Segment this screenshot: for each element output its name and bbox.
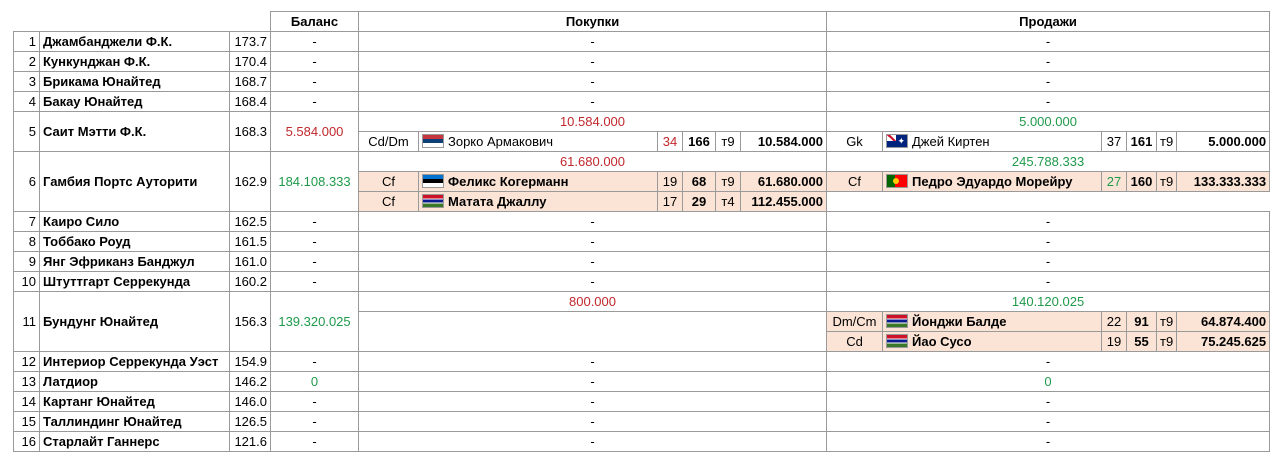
rank-cell: 6 (14, 152, 40, 212)
purchases-cell: - (359, 32, 827, 52)
player-name-cell (883, 332, 1102, 352)
team-rating: 168.3 (230, 112, 271, 152)
team-name: Старлайт Ганнерс (40, 432, 230, 452)
player-position: Gk (827, 132, 883, 152)
purchases-total: 800.000 (359, 292, 827, 312)
portugal-flag (886, 174, 908, 188)
purchases-cell: - (359, 52, 827, 72)
team-name: Кункунджан Ф.К. (40, 52, 230, 72)
purchases-cell: - (359, 272, 827, 292)
sales-cell: - (827, 432, 1270, 452)
balance-cell: 184.108.333 (271, 152, 359, 212)
player-rating: 161 (1127, 132, 1157, 152)
table-row (14, 92, 1270, 112)
sales-cell: - (827, 72, 1270, 92)
team-rating: 146.0 (230, 392, 271, 412)
team-rating: 121.6 (230, 432, 271, 452)
rank-cell: 7 (14, 212, 40, 232)
sales-cell: - (827, 412, 1270, 432)
team-name: Брикама Юнайтед (40, 72, 230, 92)
player-position: Cf (359, 192, 419, 212)
player-age: 17 (658, 192, 683, 212)
balance-cell: - (271, 72, 359, 92)
rank-cell: 2 (14, 52, 40, 72)
team-rating: 162.5 (230, 212, 271, 232)
rank-cell: 14 (14, 392, 40, 412)
rank-cell: 16 (14, 432, 40, 452)
purchases-cell: - (359, 432, 827, 452)
purchases-cell: - (359, 412, 827, 432)
player-price: 61.680.000 (741, 172, 827, 192)
rank-cell: 15 (14, 412, 40, 432)
team-rating: 146.2 (230, 372, 271, 392)
team-name: Картанг Юнайтед (40, 392, 230, 412)
sales-total: 140.120.025 (827, 292, 1270, 312)
player-price: 133.333.333 (1177, 172, 1270, 192)
player-contract: т9 (1157, 312, 1177, 332)
player-name-cell (419, 132, 658, 152)
player-age: 22 (1102, 312, 1127, 332)
player-contract: т9 (1157, 332, 1177, 352)
table-row (14, 412, 1270, 432)
player-contract: т9 (1157, 132, 1177, 152)
player-position: Cd (827, 332, 883, 352)
purchases-total: 10.584.000 (359, 112, 827, 132)
sales-cell: - (827, 92, 1270, 112)
team-name: Интериор Серрекунда Уэст (40, 352, 230, 372)
rank-cell: 5 (14, 112, 40, 152)
transfer-table (13, 11, 1270, 452)
purchases-cell: - (359, 212, 827, 232)
team-name: Каиро Сило (40, 212, 230, 232)
player-name-cell (419, 192, 658, 212)
player-rating: 91 (1127, 312, 1157, 332)
gambia-flag (886, 314, 908, 328)
balance-cell: - (271, 32, 359, 52)
balance-cell: - (271, 92, 359, 112)
player-position: Cd/Dm (359, 132, 419, 152)
balance-cell: - (271, 272, 359, 292)
player-name-cell (883, 132, 1102, 152)
player-name: Джей Киртен (912, 134, 990, 149)
purchases-cell: - (359, 72, 827, 92)
player-name: Зорко Армакович (448, 134, 554, 149)
sales-cell: 0 (827, 372, 1270, 392)
table-row (14, 112, 1270, 132)
player-name: Йао Сусо (912, 334, 972, 349)
table-row (14, 252, 1270, 272)
rank-cell: 4 (14, 92, 40, 112)
team-rating: 156.3 (230, 292, 271, 352)
sales-cell: - (827, 352, 1270, 372)
balance-cell: 139.320.025 (271, 292, 359, 352)
table-row (14, 72, 1270, 92)
header-row (14, 12, 1270, 32)
table-row (14, 232, 1270, 252)
table-row (14, 212, 1270, 232)
team-rating: 161.0 (230, 252, 271, 272)
team-name: Штуттгарт Серрекунда (40, 272, 230, 292)
team-rating: 126.5 (230, 412, 271, 432)
player-rating: 68 (683, 172, 716, 192)
player-name: Феликс Когерманн (448, 174, 569, 189)
purchases-cell: - (359, 352, 827, 372)
team-name: Джамбанджели Ф.К. (40, 32, 230, 52)
table-row (14, 352, 1270, 372)
purchases-cell: - (359, 232, 827, 252)
team-rating: 168.7 (230, 72, 271, 92)
player-age: 19 (658, 172, 683, 192)
team-name: Янг Эфриканз Банджул (40, 252, 230, 272)
player-position: Cf (827, 172, 883, 192)
player-rating: 55 (1127, 332, 1157, 352)
balance-cell: - (271, 352, 359, 372)
australia-flag (886, 134, 908, 148)
rank-cell: 13 (14, 372, 40, 392)
purchases-cell: - (359, 252, 827, 272)
player-age: 34 (658, 132, 683, 152)
sales-cell: - (827, 392, 1270, 412)
balance-cell: - (271, 212, 359, 232)
table-row (14, 52, 1270, 72)
rank-cell: 9 (14, 252, 40, 272)
team-rating: 173.7 (230, 32, 271, 52)
balance-cell: - (271, 412, 359, 432)
rank-cell: 10 (14, 272, 40, 292)
balance-cell: - (271, 252, 359, 272)
serbia-flag (422, 134, 444, 148)
player-contract: т4 (716, 192, 741, 212)
purchases-cell: - (359, 372, 827, 392)
player-name-cell (883, 172, 1102, 192)
table-row (14, 152, 1270, 172)
player-rating: 166 (683, 132, 716, 152)
team-name: Латдиор (40, 372, 230, 392)
rank-cell: 11 (14, 292, 40, 352)
team-name: Таллиндинг Юнайтед (40, 412, 230, 432)
sales-total: 245.788.333 (827, 152, 1270, 172)
player-price: 5.000.000 (1177, 132, 1270, 152)
player-name-cell (419, 172, 658, 192)
sales-total: 5.000.000 (827, 112, 1270, 132)
rank-cell: 1 (14, 32, 40, 52)
team-name: Саит Мэтти Ф.К. (40, 112, 230, 152)
team-name: Бундунг Юнайтед (40, 292, 230, 352)
player-age: 19 (1102, 332, 1127, 352)
table-row (14, 432, 1270, 452)
team-rating: 168.4 (230, 92, 271, 112)
sales-cell: - (827, 212, 1270, 232)
header-balance: Баланс (271, 12, 359, 32)
sales-cell: - (827, 32, 1270, 52)
team-rating: 162.9 (230, 152, 271, 212)
table-row (14, 292, 1270, 312)
player-position: Dm/Cm (827, 312, 883, 332)
balance-cell: - (271, 52, 359, 72)
player-age: 27 (1102, 172, 1127, 192)
sales-cell: - (827, 272, 1270, 292)
purchases-total: 61.680.000 (359, 152, 827, 172)
player-price: 64.874.400 (1177, 312, 1270, 332)
balance-cell: - (271, 432, 359, 452)
player-contract: т9 (716, 132, 741, 152)
table-row (14, 392, 1270, 412)
balance-cell: - (271, 392, 359, 412)
player-contract: т9 (716, 172, 741, 192)
table-body (14, 32, 1270, 452)
player-rating: 160 (1127, 172, 1157, 192)
team-name: Тоббако Роуд (40, 232, 230, 252)
table-row (14, 32, 1270, 52)
balance-cell: - (271, 232, 359, 252)
balance-cell: 5.584.000 (271, 112, 359, 152)
player-name: Матата Джаллу (448, 194, 547, 209)
team-rating: 160.2 (230, 272, 271, 292)
table-row (14, 372, 1270, 392)
header-sales: Продажи (827, 12, 1270, 32)
player-position: Cf (359, 172, 419, 192)
player-age: 37 (1102, 132, 1127, 152)
player-price: 10.584.000 (741, 132, 827, 152)
sales-cell: - (827, 52, 1270, 72)
estonia-flag (422, 174, 444, 188)
team-rating: 170.4 (230, 52, 271, 72)
header-purchases: Покупки (359, 12, 827, 32)
gambia-flag (886, 334, 908, 348)
team-rating: 161.5 (230, 232, 271, 252)
player-rating: 29 (683, 192, 716, 212)
team-rating: 154.9 (230, 352, 271, 372)
team-name: Гамбия Портс Ауторити (40, 152, 230, 212)
player-name-cell (883, 312, 1102, 332)
sales-cell: - (827, 252, 1270, 272)
rank-cell: 12 (14, 352, 40, 372)
rank-cell: 3 (14, 72, 40, 92)
purchases-cell: - (359, 92, 827, 112)
player-price: 112.455.000 (741, 192, 827, 212)
player-price: 75.245.625 (1177, 332, 1270, 352)
sales-cell: - (827, 232, 1270, 252)
gambia-flag (422, 194, 444, 208)
player-name: Йонджи Балде (912, 314, 1007, 329)
player-name: Педро Эдуардо Морейру (912, 174, 1073, 189)
purchases-empty (359, 312, 827, 352)
balance-cell: 0 (271, 372, 359, 392)
team-name: Бакау Юнайтед (40, 92, 230, 112)
player-contract: т9 (1157, 172, 1177, 192)
purchases-cell: - (359, 392, 827, 412)
table-row (14, 272, 1270, 292)
rank-cell: 8 (14, 232, 40, 252)
